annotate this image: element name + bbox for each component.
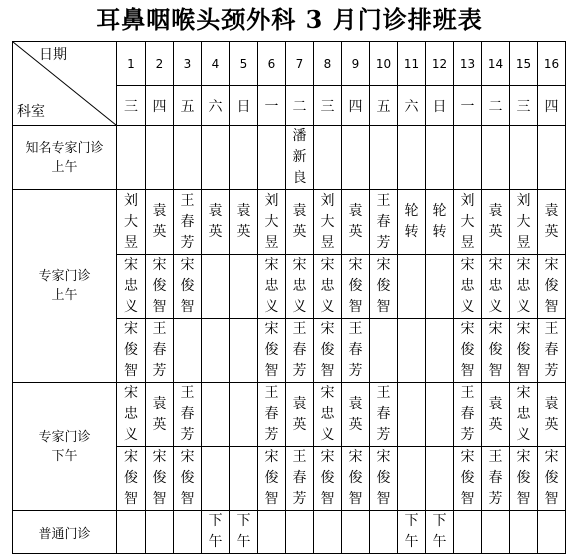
- schedule-cell: [370, 255, 398, 319]
- schedule-cell: [286, 383, 314, 447]
- weekday: 六: [398, 86, 426, 126]
- section-label: 知名专家门诊: [25, 140, 104, 156]
- cell-text: 宋俊智: [544, 449, 559, 507]
- weekday: 三: [510, 86, 538, 126]
- schedule-cell: [342, 511, 370, 554]
- schedule-cell: [342, 126, 370, 190]
- cell-text: 宋忠义: [488, 257, 503, 315]
- schedule-cell: [202, 126, 230, 190]
- schedule-cell: [482, 126, 510, 190]
- schedule-cell: [370, 447, 398, 511]
- day-number: 8: [314, 42, 342, 86]
- schedule-cell: [510, 511, 538, 554]
- cell-text: 宋俊智: [488, 321, 503, 379]
- day-number: 5: [230, 42, 258, 86]
- schedule-cell: [314, 255, 342, 319]
- cell-text: 宋俊智: [123, 321, 138, 379]
- day-number: 13: [454, 42, 482, 86]
- schedule-cell: [314, 447, 342, 511]
- schedule-cell: [286, 511, 314, 554]
- cell-text: 宋俊智: [180, 257, 195, 315]
- cell-text: 下午: [236, 513, 251, 550]
- day-number: 16: [538, 42, 566, 86]
- cell-text: 宋忠义: [320, 385, 335, 443]
- schedule-cell: [174, 511, 202, 554]
- day-number: 4: [202, 42, 230, 86]
- cell-text: 宋忠义: [516, 257, 531, 315]
- weekday: 五: [174, 86, 202, 126]
- day-number: 1: [117, 42, 146, 86]
- schedule-cell: [398, 319, 426, 383]
- cell-text: 潘新良: [292, 128, 307, 186]
- section-label: 专家门诊: [38, 269, 91, 284]
- schedule-cell: [314, 383, 342, 447]
- schedule-cell: [398, 383, 426, 447]
- schedule-cell: [398, 511, 426, 554]
- schedule-cell: [258, 511, 286, 554]
- schedule-cell: [174, 190, 202, 255]
- schedule-cell: [398, 126, 426, 190]
- schedule-cell: [342, 190, 370, 255]
- weekday: 四: [342, 86, 370, 126]
- cell-text: 王春芳: [292, 449, 307, 507]
- day-number: 11: [398, 42, 426, 86]
- schedule-cell: [342, 383, 370, 447]
- schedule-cell: [117, 190, 146, 255]
- schedule-cell: [510, 255, 538, 319]
- cell-text: 袁英: [488, 395, 503, 433]
- cell-text: 王春芳: [152, 321, 167, 379]
- schedule-cell: [314, 190, 342, 255]
- weekday: 三: [314, 86, 342, 126]
- schedule-cell: [146, 126, 174, 190]
- cell-text: 刘大昱: [264, 192, 279, 251]
- weekday: 一: [454, 86, 482, 126]
- weekday: 四: [538, 86, 566, 126]
- schedule-cell: [454, 319, 482, 383]
- schedule-cell: [230, 126, 258, 190]
- cell-text: 宋俊智: [376, 449, 391, 507]
- cell-text: 王春芳: [488, 449, 503, 507]
- weekday: 三: [117, 86, 146, 126]
- schedule-cell: [117, 255, 146, 319]
- cell-text: 宋俊智: [460, 449, 475, 507]
- day-number: 9: [342, 42, 370, 86]
- schedule-cell: [482, 255, 510, 319]
- cell-text: 袁英: [292, 395, 307, 433]
- schedule-cell: [202, 383, 230, 447]
- section-famous-am: [13, 126, 117, 190]
- schedule-cell: [230, 319, 258, 383]
- cell-text: 王春芳: [180, 192, 195, 251]
- schedule-cell: [342, 447, 370, 511]
- schedule-cell: [230, 511, 258, 554]
- cell-text: 宋俊智: [544, 257, 559, 315]
- cell-text: 王春芳: [376, 192, 391, 251]
- schedule-cell: [482, 383, 510, 447]
- cell-text: 下午: [432, 513, 447, 550]
- cell-text: 袁英: [348, 203, 363, 240]
- cell-text: 刘大昱: [320, 192, 335, 251]
- page-title: 耳鼻咽喉头颈外科 3 月门诊排班表: [96, 5, 483, 34]
- schedule-cell: [510, 447, 538, 511]
- schedule-cell: [538, 447, 566, 511]
- table-row: [13, 511, 566, 554]
- schedule-cell: [230, 190, 258, 255]
- schedule-cell: [202, 511, 230, 554]
- cell-text: 轮转: [432, 203, 447, 240]
- cell-text: 宋俊智: [320, 449, 335, 507]
- schedule-cell: [146, 383, 174, 447]
- section-label: 下午: [51, 448, 78, 464]
- cell-text: 袁英: [208, 203, 223, 240]
- cell-text: 宋忠义: [516, 385, 531, 443]
- cell-text: 宋俊智: [180, 449, 195, 507]
- schedule-cell: [342, 319, 370, 383]
- schedule-cell: [510, 126, 538, 190]
- cell-text: 刘大昱: [516, 192, 531, 251]
- cell-text: 下午: [404, 513, 419, 550]
- cell-text: 宋俊智: [264, 449, 279, 507]
- cell-text: 宋忠义: [123, 385, 138, 443]
- cell-text: 宋俊智: [460, 321, 475, 379]
- schedule-cell: [174, 255, 202, 319]
- weekday: 五: [370, 86, 398, 126]
- day-number: 3: [174, 42, 202, 86]
- cell-text: 袁英: [544, 395, 559, 433]
- schedule-cell: [426, 447, 454, 511]
- section-general: [13, 511, 117, 554]
- schedule-cell: [146, 319, 174, 383]
- day-number: 12: [426, 42, 454, 86]
- schedule-cell: [370, 383, 398, 447]
- schedule-cell: [117, 319, 146, 383]
- schedule-cell: [454, 511, 482, 554]
- schedule-cell: [482, 447, 510, 511]
- cell-text: 王春芳: [544, 321, 559, 379]
- schedule-cell: [538, 511, 566, 554]
- cell-text: 王春芳: [180, 385, 195, 443]
- schedule-cell: [342, 255, 370, 319]
- schedule-cell: [174, 447, 202, 511]
- schedule-cell: [370, 126, 398, 190]
- table-row: [13, 383, 566, 447]
- section-label: 普通门诊: [38, 526, 91, 542]
- cell-text: 袁英: [348, 395, 363, 433]
- schedule-cell: [510, 190, 538, 255]
- schedule-cell: [286, 255, 314, 319]
- schedule-cell: [286, 447, 314, 511]
- schedule-cell: [174, 383, 202, 447]
- cell-text: 宋忠义: [123, 257, 138, 315]
- schedule-cell: [174, 319, 202, 383]
- cell-text: 宋俊智: [264, 321, 279, 379]
- cell-text: 宋俊智: [376, 257, 391, 315]
- schedule-cell: [174, 126, 202, 190]
- cell-text: 袁英: [544, 203, 559, 240]
- cell-text: 刘大昱: [460, 192, 475, 251]
- schedule-cell: [482, 319, 510, 383]
- schedule-cell: [398, 447, 426, 511]
- schedule-cell: [202, 319, 230, 383]
- day-number: 2: [146, 42, 174, 86]
- schedule-cell: [258, 383, 286, 447]
- schedule-cell: [538, 319, 566, 383]
- schedule-cell: [230, 383, 258, 447]
- table-row: [13, 190, 566, 255]
- dept-label: 科室: [17, 104, 45, 120]
- cell-text: 轮转: [404, 203, 419, 240]
- cell-text: 袁英: [236, 203, 251, 240]
- schedule-cell: [117, 511, 146, 554]
- schedule-cell: [230, 255, 258, 319]
- schedule-cell: [258, 255, 286, 319]
- schedule-cell: [258, 447, 286, 511]
- section-expert-pm: [13, 383, 117, 511]
- table-row: [13, 126, 566, 190]
- cell-text: 王春芳: [376, 385, 391, 443]
- schedule-cell: [314, 319, 342, 383]
- weekday: 日: [230, 86, 258, 126]
- schedule-cell: [426, 383, 454, 447]
- schedule-cell: [454, 383, 482, 447]
- schedule-cell: [538, 383, 566, 447]
- schedule-cell: [426, 319, 454, 383]
- schedule-cell: [454, 255, 482, 319]
- cell-text: 王春芳: [460, 385, 475, 443]
- schedule-cell: [370, 511, 398, 554]
- cell-text: 王春芳: [264, 385, 279, 443]
- schedule-cell: [538, 255, 566, 319]
- cell-text: 宋俊智: [152, 257, 167, 315]
- cell-text: 宋俊智: [516, 449, 531, 507]
- schedule-cell: [258, 319, 286, 383]
- weekday: 六: [202, 86, 230, 126]
- header-corner: [13, 42, 117, 126]
- cell-text: 宋忠义: [460, 257, 475, 315]
- cell-text: 王春芳: [292, 321, 307, 379]
- schedule-cell: [314, 126, 342, 190]
- cell-text: 宋忠义: [292, 257, 307, 315]
- schedule-cell: [454, 190, 482, 255]
- schedule-cell: [398, 255, 426, 319]
- schedule-cell: [370, 190, 398, 255]
- cell-text: 袁英: [292, 203, 307, 240]
- cell-text: 宋俊智: [123, 449, 138, 507]
- weekday: 四: [146, 86, 174, 126]
- schedule-cell: [426, 126, 454, 190]
- schedule-cell: [398, 190, 426, 255]
- weekday: 二: [286, 86, 314, 126]
- schedule-cell: [286, 319, 314, 383]
- cell-text: 宋俊智: [348, 257, 363, 315]
- schedule-cell: [202, 447, 230, 511]
- cell-text: 袁英: [152, 203, 167, 240]
- cell-text: 宋忠义: [320, 257, 335, 315]
- schedule-cell: [538, 190, 566, 255]
- weekday: 二: [482, 86, 510, 126]
- schedule-cell: [370, 319, 398, 383]
- schedule-table: [12, 41, 566, 554]
- schedule-cell: [510, 319, 538, 383]
- schedule-cell: [202, 190, 230, 255]
- schedule-cell: [482, 190, 510, 255]
- cell-text: 宋俊智: [152, 449, 167, 507]
- schedule-cell: [146, 190, 174, 255]
- weekday: 一: [258, 86, 286, 126]
- schedule-cell: [146, 255, 174, 319]
- cell-text: 下午: [208, 513, 223, 550]
- schedule-cell: [117, 126, 146, 190]
- schedule-cell: [146, 447, 174, 511]
- cell-text: 袁英: [152, 395, 167, 433]
- schedule-cell: [454, 447, 482, 511]
- cell-text: 宋忠义: [264, 257, 279, 315]
- schedule-cell: [426, 190, 454, 255]
- schedule-cell: [258, 190, 286, 255]
- section-label: 上午: [51, 159, 78, 175]
- schedule-cell: [510, 383, 538, 447]
- day-number: 14: [482, 42, 510, 86]
- schedule-cell: [314, 511, 342, 554]
- schedule-cell: [426, 255, 454, 319]
- day-number: 7: [286, 42, 314, 86]
- schedule-cell: [117, 383, 146, 447]
- schedule-cell: [146, 511, 174, 554]
- weekday: 日: [426, 86, 454, 126]
- cell-text: 刘大昱: [123, 192, 138, 251]
- day-number: 15: [510, 42, 538, 86]
- schedule-cell: [286, 126, 314, 190]
- schedule-cell: [230, 447, 258, 511]
- schedule-cell: [258, 126, 286, 190]
- schedule-cell: [482, 511, 510, 554]
- cell-text: 宋俊智: [516, 321, 531, 379]
- day-number: 6: [258, 42, 286, 86]
- cell-text: 王春芳: [348, 321, 363, 379]
- cell-text: 宋俊智: [348, 449, 363, 507]
- cell-text: 袁英: [488, 203, 503, 240]
- date-label: 日期: [39, 47, 67, 63]
- schedule-cell: [454, 126, 482, 190]
- cell-text: 宋俊智: [320, 321, 335, 379]
- schedule-cell: [426, 511, 454, 554]
- schedule-cell: [538, 126, 566, 190]
- table-row: [13, 42, 566, 86]
- schedule-cell: [202, 255, 230, 319]
- schedule-cell: [286, 190, 314, 255]
- day-number: 10: [370, 42, 398, 86]
- schedule-cell: [117, 447, 146, 511]
- section-label: 上午: [51, 288, 78, 303]
- section-expert-am: [13, 190, 117, 383]
- section-label: 专家门诊: [38, 429, 91, 445]
